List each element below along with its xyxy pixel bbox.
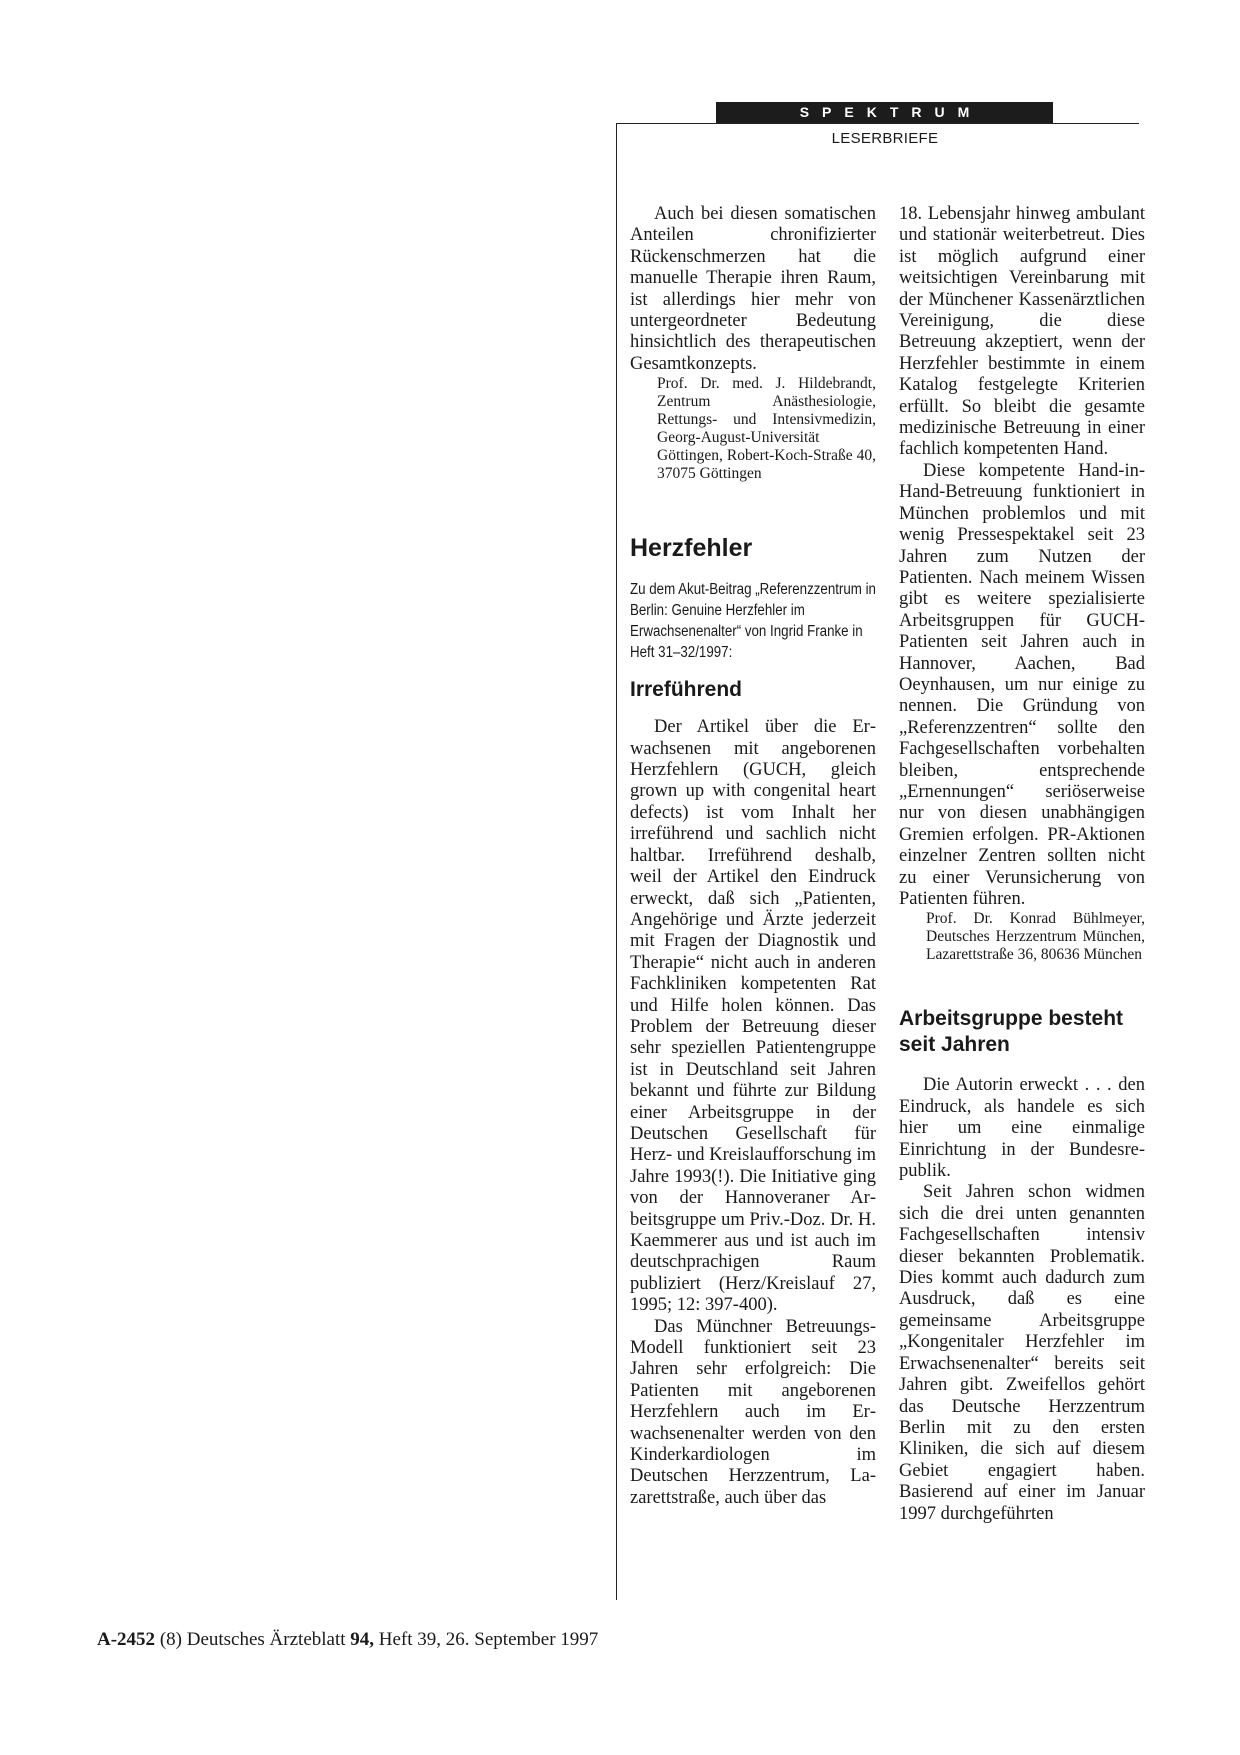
paragraph: Diese kompetente Hand-in-Hand-Betreuung funktioniert in München problemlos und mit wenig Pressespektakel seit 23 Jahren zum Nutzen der Patienten. Nach meinem Wissen gibt es weitere spezialisierte Arbeitsgruppen für GUCH-Patienten seit Jahren auch in Hannover, Aachen, Bad Oeynhausen, um nur einige zu nennen. Die Gründung von „Referenzzentren“ sollte den Fachgesellschaften vorbehalten bleiben, entsprechende „Ernennungen“ seriöserweise nur von diesen unabhängigen Gremien erfolgen. PR-Aktionen einzelner Zentren sollten nicht zu einer Verunsicherung von Patienten führen. [899,460,1145,909]
page-code: A-2452 [97,1629,156,1650]
article-intro: Zu dem Akut-Beitrag „Referenzzentrum in Berlin: Genuine Herzfehler im Erwachsenenalter“ von Ingrid Franke in Heft 31–32/1997: [630,581,876,662]
paragraph: 18. Lebensjahr hinweg ambulant und stationär weiterbetreut. Dies ist möglich aufgrund einer weitsichtigen Vereinbarung mit der Münchener Kassenärztlichen Vereinigung, die diese Betreuung akzeptiert, wenn der Herzfehler bestimmte in einem Katalog festgelegte Kriterien erfüllt. So bleibt die gesamte medizinische Betreuung in einer fachlich kompetenten Hand. [899,204,1145,460]
header-rule [616,123,1139,124]
left-column [630,204,876,1509]
right-column [899,204,1145,1525]
section-subtitle: LESERBRIEFE [831,130,939,147]
paragraph: Die Autorin erweckt . . . den Eindruck, als handele es sich hier um eine einmalige Einrichtung in der Bundesrepublik. [899,1075,1145,1182]
issue-date: Heft 39, 26. September 1997 [378,1629,599,1650]
section-header-bar: SPEKTRUM [716,102,1053,123]
publication-name: (8) Deutsches Ärzteblatt [159,1629,346,1650]
signature: Prof. Dr. Konrad Bühlmeyer, Deutsches Herzzentrum München, Lazarettstraße 36, 80636 München [926,910,1145,964]
letter-subheading: Arbeitsgruppe besteht seit Jahren [899,1007,1124,1057]
page-footer [97,1629,598,1651]
paragraph: Auch bei diesen somatischen Anteilen chronifizierter Rückenschmerzen hat die manuelle Therapie ihren Raum, ist allerdings hier mehr von untergeordneter Bedeutung hinsichtlich des therapeutischen Gesamtkonzepts. [630,204,876,374]
paragraph: Der Artikel über die Erwachsenen mit angeborenen Herzfehlern (GUCH, gleich grown up with congenital heart defects) ist vom Inhalt her irreführend und sachlich nicht haltbar. Irreführend deshalb, weil der Artikel den Eindruck erweckt, daß sich „Patienten, Angehörige und Ärzte jederzeit mit Fragen der Diagnostik und Therapie“ nicht auch in anderen Fachkliniken kompetenten Rat und Hilfe holen können. Das Problem der Betreuung dieser sehr speziellen Patientengruppe ist in Deutschland seit Jahren bekannt und führte zur Bildung einer Arbeitsgruppe in der Deutschen Gesellschaft für Herz- und Kreislaufforschung im Jahre 1993(!). Die Initiative ging von der Hannoveraner Arbeitsgruppe um Priv.-Doz. Dr. H. Kaemmerer aus und ist auch im deutschprachigen Raum publiziert (Herz/Kreislauf 27, 1995; 12: 397-400). [630,717,876,1316]
column-divider [616,124,617,1600]
paragraph: Das Münchner Betreuungs-Modell funktioniert seit 23 Jahren sehr erfolgreich: Die Patienten mit angeborenen Herzfehlern auch im Erwachsenenalter werden von den Kinderkardiologen im Deutschen Herzzentrum, Lazarettstraße, auch über das [630,1316,876,1508]
paragraph: Seit Jahren schon widmen sich die drei unten genannten Fachgesellschaften intensiv dieser bekannten Problematik. Dies kommt auch dadurch zum Ausdruck, daß es eine gemeinsame Arbeitsgruppe „Kongenitaler Herzfehler im Erwachsenenalter“ bereits seit Jahren gibt. Zweifellos gehört das Deutsche Herzzentrum Berlin mit zu den ersten Kliniken, die sich auf diesem Gebiet engagiert haben. Basierend auf einer im Januar 1997 durchgeführten [899,1182,1145,1524]
article-headline: Herzfehler [630,534,753,563]
volume-number: 94, [350,1629,375,1650]
letter-subheading: Irreführend [630,678,743,702]
signature: Prof. Dr. med. J. Hildebrandt, Zentrum Anästhesiologie, Rettungs- und Intensivmedizin, Georg-August-Universität Göttingen, Robert-Koch-Straße 40, 37075 Göttingen [657,375,876,483]
